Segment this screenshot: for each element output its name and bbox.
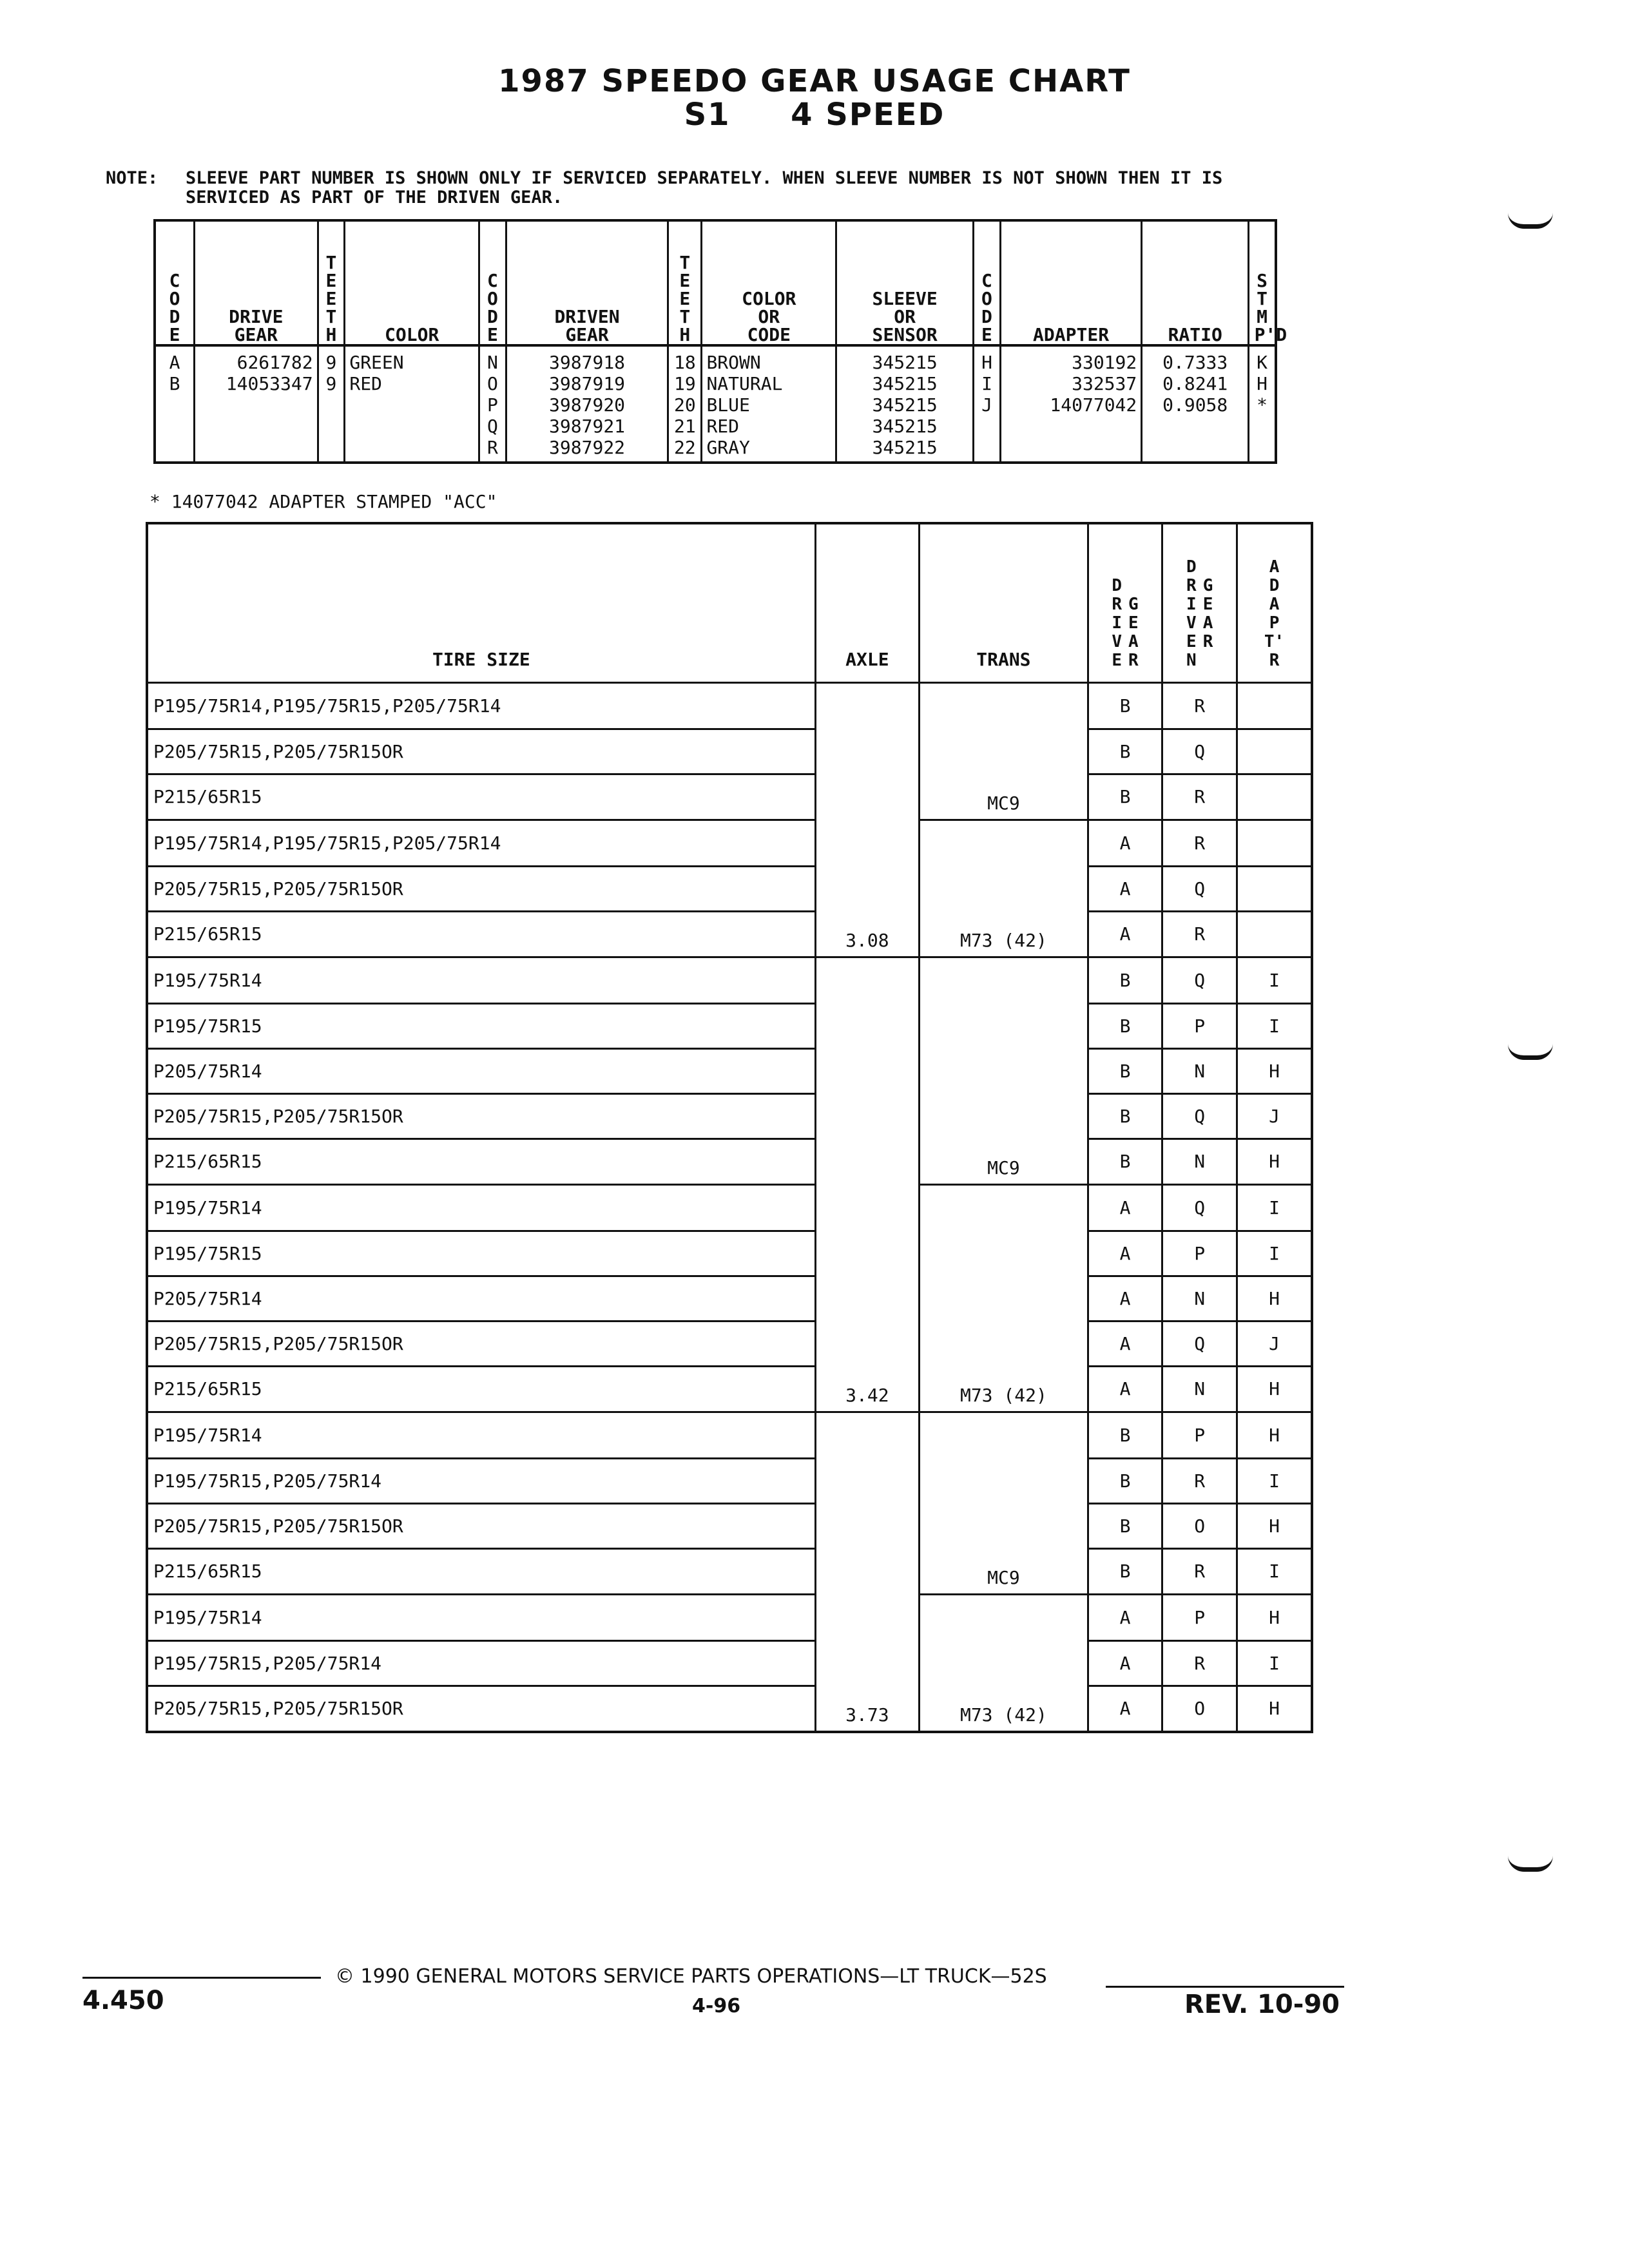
trans-cell bbox=[920, 1048, 1088, 1093]
drive-color-cell: GREEN RED bbox=[345, 345, 479, 463]
usage-header-row bbox=[147, 523, 1312, 683]
title-line-2: S1 4 SPEED bbox=[684, 97, 945, 133]
trans-cell bbox=[920, 1458, 1088, 1503]
tire-size-cell: P215/65R15 bbox=[147, 1548, 815, 1595]
trans-cell bbox=[920, 1321, 1088, 1366]
adapter-cell: I bbox=[1237, 1640, 1312, 1686]
tire-size-cell: P195/75R15 bbox=[147, 1003, 815, 1048]
trans-cell bbox=[920, 957, 1088, 1004]
axle-cell bbox=[815, 1231, 919, 1276]
header-sleeve-or-sensor: SLEEVE OR SENSOR bbox=[836, 220, 974, 345]
trans-cell bbox=[920, 1003, 1088, 1048]
adapter-footnote: * 14077042 ADAPTER STAMPED "ACC" bbox=[149, 491, 497, 512]
header-color: COLOR bbox=[345, 220, 479, 345]
drive-gear-cell: A bbox=[1088, 820, 1162, 867]
tire-size-cell: P205/75R15,P205/75R15OR bbox=[147, 1503, 815, 1548]
adapter-cell: I bbox=[1237, 957, 1312, 1004]
usage-row bbox=[147, 1276, 1312, 1321]
ratio-cell: 0.7333 0.8241 0.9058 bbox=[1142, 345, 1249, 463]
header-code-2: CODE bbox=[479, 220, 506, 345]
axle-cell bbox=[815, 866, 919, 911]
drive-code-cell: A B bbox=[155, 345, 195, 463]
adapter-cell: I bbox=[1237, 1185, 1312, 1231]
header-code-1: CODE bbox=[155, 220, 195, 345]
trans-cell bbox=[920, 1595, 1088, 1641]
drive-gear-cell: B bbox=[1088, 1093, 1162, 1139]
adapter-cell: H bbox=[1237, 1048, 1312, 1093]
driven-gear-cell: Q bbox=[1162, 957, 1237, 1004]
axle-cell bbox=[815, 1458, 919, 1503]
usage-row bbox=[147, 1548, 1312, 1595]
axle-cell: 3.73 bbox=[815, 1686, 919, 1732]
drive-gear-cell: A bbox=[1088, 1640, 1162, 1686]
drive-gear-cell: A bbox=[1088, 1276, 1162, 1321]
trans-cell: M73 (42) bbox=[920, 911, 1088, 957]
tire-size-cell: P205/75R14 bbox=[147, 1276, 815, 1321]
axle-cell bbox=[815, 957, 919, 1004]
adapter-cell: H bbox=[1237, 1412, 1312, 1459]
tire-size-cell: P195/75R14 bbox=[147, 957, 815, 1004]
adapter-cell: I bbox=[1237, 1003, 1312, 1048]
binder-mark bbox=[1508, 213, 1553, 229]
drive-gear-cell: B bbox=[1088, 1412, 1162, 1459]
usage-row bbox=[147, 820, 1312, 867]
note-line-2: SERVICED AS PART OF THE DRIVEN GEAR. bbox=[186, 187, 563, 207]
usage-row bbox=[147, 1093, 1312, 1139]
usage-row bbox=[147, 1412, 1312, 1459]
adapter-code-cell: H I J bbox=[974, 345, 1001, 463]
header-driven-gear: D R I V E N G E A R bbox=[1162, 523, 1237, 683]
adapter-cell bbox=[1237, 774, 1312, 820]
usage-row bbox=[147, 1321, 1312, 1366]
axle-cell bbox=[815, 1595, 919, 1641]
stmpd-cell: K H * bbox=[1249, 345, 1276, 463]
header-adapter: ADAPTER bbox=[1000, 220, 1141, 345]
header-stmpd: STMP'D bbox=[1249, 220, 1276, 345]
driven-gear-cell: R bbox=[1162, 1640, 1237, 1686]
trans-cell: M73 (42) bbox=[920, 1686, 1088, 1732]
axle-cell bbox=[815, 1640, 919, 1686]
gear-codes-table bbox=[153, 219, 1287, 464]
axle-cell bbox=[815, 1048, 919, 1093]
tire-size-cell: P215/65R15 bbox=[147, 774, 815, 820]
drive-gear-cell: B bbox=[1088, 1003, 1162, 1048]
driven-gear-cell: N bbox=[1162, 1366, 1237, 1412]
adapter-cell: H bbox=[1237, 1686, 1312, 1732]
driven-gear-cell: R bbox=[1162, 1548, 1237, 1595]
footer-copyright: © 1990 GENERAL MOTORS SERVICE PARTS OPERATIONS—LT TRUCK—52S bbox=[335, 1965, 1047, 1988]
tire-usage-table bbox=[146, 522, 1313, 1733]
adapter-cell: I bbox=[1237, 1458, 1312, 1503]
usage-row bbox=[147, 1686, 1312, 1732]
usage-row bbox=[147, 911, 1312, 957]
axle-cell bbox=[815, 820, 919, 867]
usage-row bbox=[147, 1231, 1312, 1276]
usage-row bbox=[147, 774, 1312, 820]
trans-cell bbox=[920, 1185, 1088, 1231]
header-color-or-code: COLOR OR CODE bbox=[702, 220, 836, 345]
driven-gear-cell: P bbox=[1162, 1412, 1237, 1459]
tire-size-cell: P205/75R15,P205/75R15OR bbox=[147, 729, 815, 774]
driven-gear-cell: O bbox=[1162, 1686, 1237, 1732]
trans-cell bbox=[920, 820, 1088, 867]
usage-row bbox=[147, 1366, 1312, 1412]
trans-cell: MC9 bbox=[920, 774, 1088, 820]
tire-size-cell: P215/65R15 bbox=[147, 1366, 815, 1412]
adapter-cell: I bbox=[1237, 1231, 1312, 1276]
footer-revision: REV. 10-90 bbox=[1184, 1990, 1340, 2019]
tire-size-cell: P205/75R15,P205/75R15OR bbox=[147, 1321, 815, 1366]
drive-gear-cell: B bbox=[1088, 1503, 1162, 1548]
usage-row bbox=[147, 729, 1312, 774]
usage-row bbox=[147, 866, 1312, 911]
tire-size-cell: P205/75R15,P205/75R15OR bbox=[147, 866, 815, 911]
codes-body-row bbox=[155, 345, 1276, 463]
adapter-cell: H bbox=[1237, 1366, 1312, 1412]
sleeve-cell: 345215 345215 345215 345215 345215 bbox=[836, 345, 974, 463]
trans-cell bbox=[920, 1503, 1088, 1548]
driven-gear-cell: R bbox=[1162, 1458, 1237, 1503]
drive-gear-cell: A bbox=[1088, 1321, 1162, 1366]
adapter-cell bbox=[1237, 911, 1312, 957]
header-teeth-1: TEETH bbox=[318, 220, 345, 345]
header-ratio: RATIO bbox=[1142, 220, 1249, 345]
driven-gear-cell: R bbox=[1162, 911, 1237, 957]
header-axle: AXLE bbox=[815, 523, 919, 683]
tire-size-cell: P215/65R15 bbox=[147, 911, 815, 957]
driven-part-cell: 3987918 3987919 3987920 3987921 3987922 bbox=[506, 345, 668, 463]
trans-cell bbox=[920, 866, 1088, 911]
codes-header-row bbox=[155, 220, 1276, 345]
note-block bbox=[106, 169, 1588, 207]
drive-gear-cell: A bbox=[1088, 1595, 1162, 1641]
trans-cell bbox=[920, 683, 1088, 729]
adapter-cell: I bbox=[1237, 1548, 1312, 1595]
binder-mark bbox=[1508, 1856, 1553, 1872]
tire-size-cell: P205/75R14 bbox=[147, 1048, 815, 1093]
tire-size-cell: P195/75R15 bbox=[147, 1231, 815, 1276]
header-drive-gear: DRIVE GEAR bbox=[195, 220, 318, 345]
axle-cell bbox=[815, 1093, 919, 1139]
driven-gear-cell: R bbox=[1162, 683, 1237, 729]
usage-row bbox=[147, 1048, 1312, 1093]
adapter-cell: H bbox=[1237, 1595, 1312, 1641]
drive-gear-cell: A bbox=[1088, 1231, 1162, 1276]
driven-gear-cell: P bbox=[1162, 1231, 1237, 1276]
driven-gear-cell: R bbox=[1162, 774, 1237, 820]
drive-gear-cell: B bbox=[1088, 774, 1162, 820]
usage-row bbox=[147, 1003, 1312, 1048]
trans-cell bbox=[920, 1276, 1088, 1321]
axle-cell bbox=[815, 1139, 919, 1185]
usage-row bbox=[147, 957, 1312, 1004]
tire-size-cell: P205/75R15,P205/75R15OR bbox=[147, 1093, 815, 1139]
footer-page-left: 4.450 bbox=[82, 1986, 164, 2015]
adapter-cell bbox=[1237, 683, 1312, 729]
drive-gear-cell: A bbox=[1088, 1686, 1162, 1732]
adapter-cell: H bbox=[1237, 1276, 1312, 1321]
drive-gear-cell: B bbox=[1088, 683, 1162, 729]
tire-size-cell: P195/75R14,P195/75R15,P205/75R14 bbox=[147, 683, 815, 729]
header-tire-size: TIRE SIZE bbox=[147, 523, 815, 683]
usage-row bbox=[147, 1139, 1312, 1185]
title-line-1: 1987 SPEEDO GEAR USAGE CHART bbox=[498, 63, 1131, 99]
driven-gear-cell: P bbox=[1162, 1595, 1237, 1641]
adapter-cell: J bbox=[1237, 1093, 1312, 1139]
axle-cell bbox=[815, 683, 919, 729]
axle-cell bbox=[815, 1548, 919, 1595]
adapter-cell: H bbox=[1237, 1503, 1312, 1548]
trans-cell bbox=[920, 1412, 1088, 1459]
drive-gear-cell: B bbox=[1088, 1048, 1162, 1093]
drive-gear-cell: B bbox=[1088, 1139, 1162, 1185]
axle-cell bbox=[815, 774, 919, 820]
header-trans: TRANS bbox=[920, 523, 1088, 683]
driven-gear-cell: Q bbox=[1162, 1185, 1237, 1231]
driven-gear-cell: Q bbox=[1162, 866, 1237, 911]
axle-cell: 3.42 bbox=[815, 1366, 919, 1412]
driven-gear-cell: Q bbox=[1162, 1093, 1237, 1139]
adapter-cell bbox=[1237, 820, 1312, 867]
usage-row bbox=[147, 1503, 1312, 1548]
trans-cell bbox=[920, 1640, 1088, 1686]
usage-row bbox=[147, 1640, 1312, 1686]
footer-page-center: 4-96 bbox=[692, 1995, 741, 2017]
tire-size-cell: P195/75R14 bbox=[147, 1185, 815, 1231]
note-line-1: SLEEVE PART NUMBER IS SHOWN ONLY IF SERVICED SEPARATELY. WHEN SLEEVE NUMBER IS NOT SHOWN THEN IT IS bbox=[186, 168, 1223, 188]
header-adapter: A D A P T' R bbox=[1237, 523, 1312, 683]
adapter-cell: J bbox=[1237, 1321, 1312, 1366]
binder-mark bbox=[1508, 1044, 1553, 1060]
driven-gear-cell: Q bbox=[1162, 1321, 1237, 1366]
drive-gear-cell: B bbox=[1088, 729, 1162, 774]
usage-row bbox=[147, 1595, 1312, 1641]
axle-cell bbox=[815, 1185, 919, 1231]
driven-color-cell: BROWN NATURAL BLUE RED GRAY bbox=[702, 345, 836, 463]
drive-gear-cell: B bbox=[1088, 1548, 1162, 1595]
axle-cell bbox=[815, 1503, 919, 1548]
trans-cell bbox=[920, 729, 1088, 774]
adapter-part-cell: 330192 332537 14077042 bbox=[1000, 345, 1141, 463]
axle-cell bbox=[815, 1003, 919, 1048]
driven-gear-cell: Q bbox=[1162, 729, 1237, 774]
page-title bbox=[428, 63, 1201, 133]
tire-size-cell: P215/65R15 bbox=[147, 1139, 815, 1185]
drive-gear-cell: B bbox=[1088, 1458, 1162, 1503]
adapter-cell bbox=[1237, 729, 1312, 774]
usage-row bbox=[147, 683, 1312, 729]
tire-size-cell: P195/75R14,P195/75R15,P205/75R14 bbox=[147, 820, 815, 867]
usage-row bbox=[147, 1185, 1312, 1231]
tire-size-cell: P195/75R14 bbox=[147, 1595, 815, 1641]
driven-gear-cell: N bbox=[1162, 1276, 1237, 1321]
drive-gear-cell: B bbox=[1088, 957, 1162, 1004]
drive-teeth-cell: 9 9 bbox=[318, 345, 345, 463]
axle-cell bbox=[815, 1321, 919, 1366]
axle-cell bbox=[815, 729, 919, 774]
adapter-cell bbox=[1237, 866, 1312, 911]
drive-gear-cell: A bbox=[1088, 1366, 1162, 1412]
axle-cell: 3.08 bbox=[815, 911, 919, 957]
header-drive-gear: D R I V E G E A R bbox=[1088, 523, 1162, 683]
trans-cell bbox=[920, 1093, 1088, 1139]
trans-cell: MC9 bbox=[920, 1139, 1088, 1185]
drive-gear-cell: A bbox=[1088, 911, 1162, 957]
tire-size-cell: P195/75R15,P205/75R14 bbox=[147, 1458, 815, 1503]
axle-cell bbox=[815, 1412, 919, 1459]
driven-gear-cell: O bbox=[1162, 1503, 1237, 1548]
adapter-cell: H bbox=[1237, 1139, 1312, 1185]
note-label: NOTE: bbox=[106, 168, 159, 188]
driven-teeth-cell: 18 19 20 21 22 bbox=[668, 345, 702, 463]
driven-gear-cell: N bbox=[1162, 1139, 1237, 1185]
footer-rule-left bbox=[82, 1977, 321, 1979]
driven-gear-cell: N bbox=[1162, 1048, 1237, 1093]
header-code-3: CODE bbox=[974, 220, 1001, 345]
usage-row bbox=[147, 1458, 1312, 1503]
driven-gear-cell: P bbox=[1162, 1003, 1237, 1048]
footer-rule-right bbox=[1106, 1986, 1344, 1988]
trans-cell: M73 (42) bbox=[920, 1366, 1088, 1412]
drive-part-cell: 6261782 14053347 bbox=[195, 345, 318, 463]
header-driven-gear: DRIVEN GEAR bbox=[506, 220, 668, 345]
drive-gear-cell: A bbox=[1088, 866, 1162, 911]
trans-cell bbox=[920, 1231, 1088, 1276]
drive-gear-cell: A bbox=[1088, 1185, 1162, 1231]
tire-size-cell: P205/75R15,P205/75R15OR bbox=[147, 1686, 815, 1732]
tire-size-cell: P195/75R15,P205/75R14 bbox=[147, 1640, 815, 1686]
driven-gear-cell: R bbox=[1162, 820, 1237, 867]
axle-cell bbox=[815, 1276, 919, 1321]
tire-size-cell: P195/75R14 bbox=[147, 1412, 815, 1459]
trans-cell: MC9 bbox=[920, 1548, 1088, 1595]
header-teeth-2: TEETH bbox=[668, 220, 702, 345]
driven-code-cell: N O P Q R bbox=[479, 345, 506, 463]
